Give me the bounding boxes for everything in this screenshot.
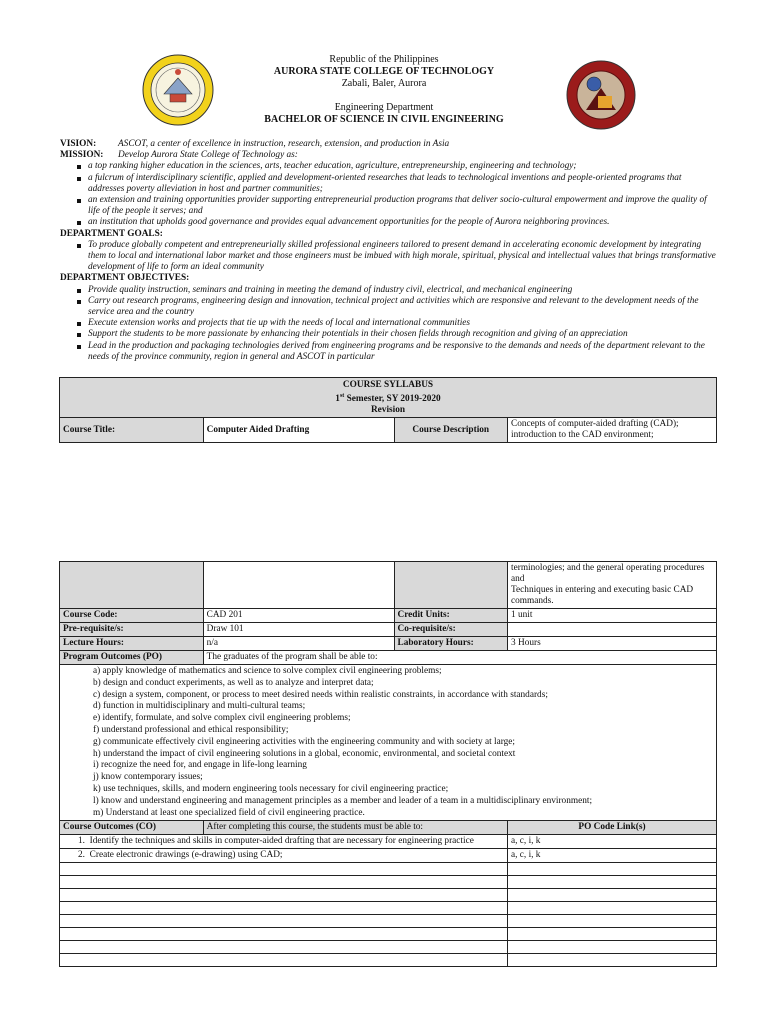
course-outcomes-intro: After completing this course, the students must be able to: [203,821,507,835]
po-code-link-cell: a, c, i, k [508,849,717,863]
list-item: To produce globally competent and entrepreneurially skilled professional engineers tailored to present demand in accelerating economic development by integrating them to local and international labor market and those engineers must be imbued with high morale, spiritual, physical and intellectual values that brings transformative development of life to form an ideal community [60,240,720,274]
empty-row [60,889,508,902]
course-description-label: Course Description [394,418,508,443]
list-item: Carry out research programs, engineering design and innovation, technical project and activities which are responsive and relevant to the development needs of the service area and the country [60,296,720,318]
laboratory-hours-value: 3 Hours [508,637,717,651]
republic-line: Republic of the Philippines [329,54,439,65]
empty-row [60,863,508,876]
list-item: a) apply knowledge of mathematics and science to solve complex civil engineering problems; [93,666,442,676]
syllabus-header-table [59,377,717,443]
list-item: g) communicate effectively civil engineering activities with the engineering community and with society at large; [93,736,516,747]
vision-label: VISION: [60,139,97,149]
list-item: c) design a system, component, or process to meet desired needs within realistic constraints, in accordance with standards; [93,689,548,700]
college-address: Zabali, Baler, Aurora [341,78,427,89]
syllabus-title-cell [60,378,717,418]
vision-text: ASCOT, a center of excellence in instruction, research, extension, and production in Asia [118,139,450,149]
list-item: Provide quality instruction, seminars and training in meeting the demand of industry civil, electrical, and mechanical engineering [60,285,720,296]
college-name: AURORA STATE COLLEGE OF TECHNOLOGY [273,66,495,77]
list-item: k) use techniques, skills, and modern engineering tools necessary for civil engineering practice; [93,783,449,794]
course-details-table [59,561,717,967]
po-code-link-header: PO Code Link(s) [508,821,717,835]
program-outcomes-list [63,666,713,819]
list-item: l) know and understand engineering and management principles as a member and leader of a team in a multidisciplinary environment; [93,795,593,806]
list-item: e) identify, formulate, and solve complex civil engineering problems; [93,713,351,724]
list-item: d) function in multidisciplinary and multi-cultural teams; [93,701,306,712]
revision-label: Revision [370,405,406,416]
list-item: a fulcrum of interdisciplinary scientific, applied and development-oriented researches that leads to technological inventions and people-oriented programs that addresses poverty alleviation in host and partner communities; [60,173,720,195]
vmgo-section [60,139,720,363]
course-title-label: Course Title: [60,418,204,443]
list-item: f) understand professional and ethical responsibility; [93,724,289,735]
course-code-value: CAD 201 [203,609,394,623]
course-description-techniques: Techniques in entering and executing basic CAD commands. [511,585,694,606]
prerequisite-value: Draw 101 [203,623,394,637]
course-description-value: Concepts of computer-aided drafting (CAD); introduction to the CAD environment; [508,418,717,443]
course-outcome-text: Create electronic drawings (e-drawing) using CAD; [89,850,283,861]
prerequisite-label: Pre-requisite/s: [60,623,204,637]
list-item: h) understand the impact of civil engineering solutions in a global, economic, environmental, and societal context [93,748,516,759]
credit-units-value: 1 unit [508,609,717,623]
list-item: a top ranking higher education in the sciences, arts, teacher education, agriculture, entrepreneurship, engineering and technology; [60,161,720,172]
syllabus-title: COURSE SYLLABUS [342,380,434,390]
list-item: Support the students to be more passionate by enhancing their potentials in their chosen fields through recognition and giving of an appreciation [60,329,720,340]
empty-row [60,941,508,954]
goals-list [60,240,720,274]
course-outcomes-label: Course Outcomes (CO) [60,821,204,835]
course-outcome-text: Identify the techniques and skills in computer-aided drafting that are necessary for engineering practice [89,836,474,847]
empty-row [60,902,508,915]
list-item: j) know contemporary issues; [93,772,203,783]
list-item: an institution that upholds good governance and provides equal advancement opportunities for the people of Aurora neighboring provinces. [60,217,720,228]
mission-row [60,150,720,161]
mission-label: MISSION: [60,150,104,161]
program-outcomes-label: Program Outcomes (PO) [60,651,204,665]
list-item: Lead in the production and packaging technologies derived from engineering programs and be responsive to the demands and needs of the department relevant to the needs of the province community, region in general and ASCOT in particular [60,341,720,363]
empty-row [60,915,508,928]
semester-line: 1st Semester, SY 2019-2020 [335,393,441,405]
lecture-hours-label: Lecture Hours: [60,637,204,651]
program-outcomes-list-cell [60,665,717,821]
program-name: BACHELOR OF SCIENCE IN CIVIL ENGINEERING [264,114,504,125]
po-code-link-cell: a, c, i, k [508,835,717,849]
mission-intro: Develop Aurora State College of Technology as: [118,150,298,161]
credit-units-label: Credit Units: [394,609,508,623]
empty-row [60,928,508,941]
goals-label: DEPARTMENT GOALS: [60,228,163,239]
corequisite-label: Co-requisite/s: [394,623,508,637]
vision-row [60,139,720,150]
empty-row [60,876,508,889]
course-title-value: Computer Aided Drafting [203,418,394,443]
course-code-label: Course Code: [60,609,204,623]
empty-row [60,954,508,967]
laboratory-hours-label: Laboratory Hours: [394,637,508,651]
corequisite-value [508,623,717,637]
list-item: an extension and training opportunities provider supporting entrepreneurial production programs that deliver socio-cultural empowerment and improve the quality of life of the people it serves; and [60,195,720,217]
course-description-continued: terminologies; and the general operating procedures and [511,563,705,584]
department-name: Engineering Department [334,102,434,113]
objectives-list [60,285,720,363]
document-header [0,54,768,126]
list-item: i) recognize the need for, and engage in life-long learning [93,760,307,771]
objectives-label: DEPARTMENT OBJECTIVES: [60,273,190,284]
mission-list [60,161,720,228]
list-item: m) Understand at least one specialized field of civil engineering practice. [93,807,365,818]
table-row: 1. Identify the techniques and skills in computer-aided drafting that are necessary for engineering practice [60,835,508,849]
lecture-hours-value: n/a [203,637,394,651]
list-item: b) design and conduct experiments, as well as to analyze and interpret data; [93,677,374,688]
program-outcomes-intro: The graduates of the program shall be able to: [203,651,716,665]
list-item: Execute extension works and projects that tie up with the needs of local and international communities [60,318,720,329]
table-row: 2. Create electronic drawings (e-drawing) using CAD; [60,849,508,863]
